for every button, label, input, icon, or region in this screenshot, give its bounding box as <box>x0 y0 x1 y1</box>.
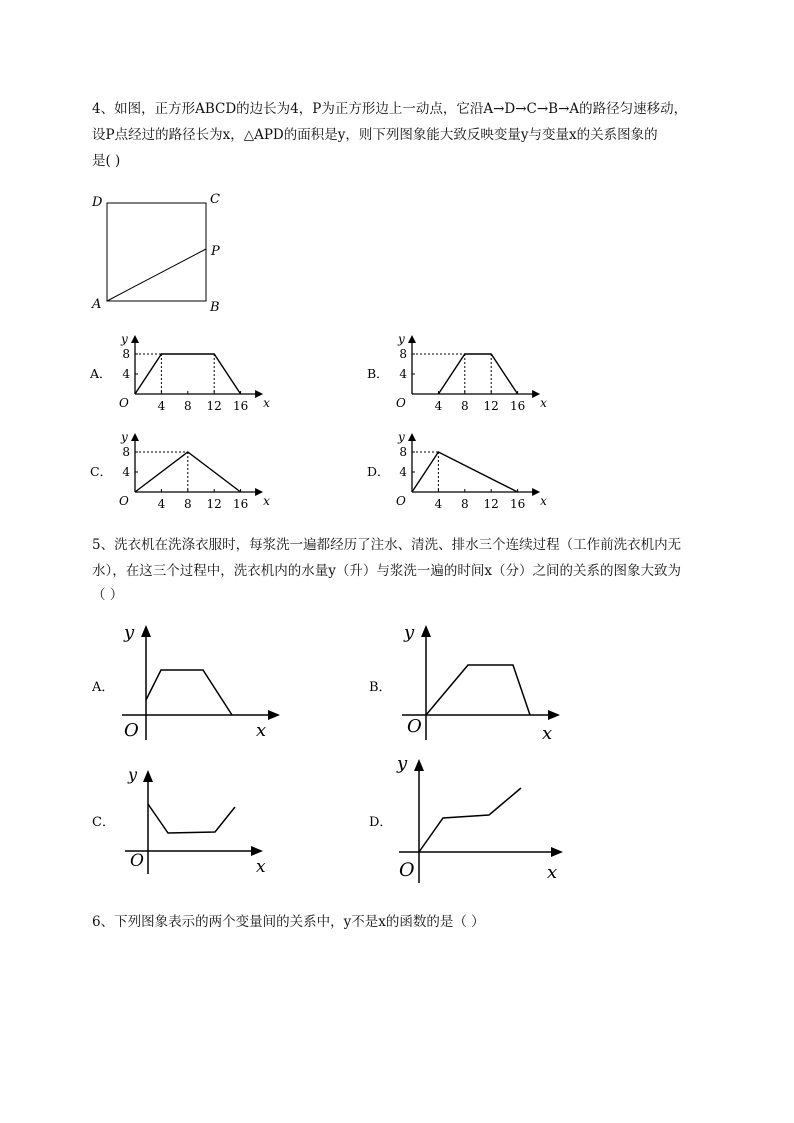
q5d-x-label: x <box>547 862 558 883</box>
q5-option-c-graph <box>90 762 290 882</box>
y-axis-arrow <box>131 433 139 441</box>
y-axis-arrow <box>131 335 139 343</box>
x-tick-label: 12 <box>206 497 222 511</box>
vertex-c: C <box>210 192 220 207</box>
x-tick-label: 16 <box>232 497 249 511</box>
y-axis-label: y <box>121 332 128 346</box>
y-axis-arrow <box>408 335 416 343</box>
graph-line <box>412 452 518 492</box>
x-axis-label: x <box>263 494 270 508</box>
y-tick-label: 4 <box>122 367 130 381</box>
x-axis-arrow <box>532 488 540 496</box>
q5b-x-label: x <box>542 723 553 744</box>
vertex-p: P <box>211 244 220 259</box>
option-label: C． <box>90 464 113 479</box>
x-tick-label: 12 <box>206 399 222 413</box>
q5b-origin-label: O <box>407 716 422 737</box>
x-tick-label: 4 <box>434 497 443 511</box>
x-tick-label: 4 <box>157 399 166 413</box>
x-axis-arrow <box>255 488 263 496</box>
origin-label: O <box>396 494 406 508</box>
x-tick-label: 8 <box>460 399 469 413</box>
x-tick-label: 16 <box>509 399 526 413</box>
q5d-y-label: y <box>397 753 408 774</box>
x-axis-arrow <box>255 390 263 398</box>
q5-option-a-graph <box>90 620 290 750</box>
q4-line3: 是( ) <box>92 153 121 169</box>
option-label: D． <box>367 464 390 479</box>
q5a-option-label: A． <box>92 680 115 695</box>
q5-option-d-graph <box>367 750 577 890</box>
x-tick-label: 12 <box>483 497 499 511</box>
option-label: A． <box>90 366 112 381</box>
q5a-y-label: y <box>124 622 135 643</box>
y-tick-label: 8 <box>399 445 407 459</box>
q6-line1: 6、下列图象表示的两个变量间的关系中，y不是x的函数的是（ ） <box>92 914 485 930</box>
vertex-b: B <box>210 300 220 315</box>
q4-option-d-graph <box>367 428 547 513</box>
q5c-option-label: C． <box>92 815 115 830</box>
y-axis-label: y <box>121 430 128 444</box>
x-tick-label: 8 <box>183 497 192 511</box>
y-tick-label: 8 <box>122 347 130 361</box>
x-tick-label: 4 <box>434 399 443 413</box>
q4-option-a-graph <box>90 330 270 415</box>
x-axis-label: x <box>540 494 547 508</box>
graph-line <box>135 354 241 394</box>
q5b-y-label: y <box>404 622 415 643</box>
vertex-a: A <box>92 297 102 312</box>
x-axis-label: x <box>540 396 547 410</box>
y-axis-label: y <box>398 430 405 444</box>
q4-line2: 设P点经过的路径长为x，△APD的面积是y，则下列图象能大致反映变量y与变量x的关系图象的 <box>92 127 658 143</box>
q5a-origin-label: O <box>124 720 139 741</box>
q5c-y-label: y <box>128 765 138 784</box>
square-figure <box>90 190 230 320</box>
x-tick-label: 16 <box>232 399 249 413</box>
q5-line3: （ ） <box>92 587 124 603</box>
q5c-origin-label: O <box>130 851 144 871</box>
q5c-x-label: x <box>256 857 266 877</box>
origin-label: O <box>396 396 406 410</box>
y-tick-label: 8 <box>122 445 130 459</box>
x-axis-arrow <box>532 390 540 398</box>
x-tick-label: 8 <box>183 399 192 413</box>
y-axis-label: y <box>398 332 405 346</box>
x-tick-label: 16 <box>509 497 526 511</box>
x-tick-label: 4 <box>157 497 166 511</box>
vertex-d: D <box>92 195 103 210</box>
q5d-origin-label: O <box>399 859 415 881</box>
x-tick-label: 8 <box>460 497 469 511</box>
y-tick-label: 4 <box>399 465 407 479</box>
origin-label: O <box>119 396 129 410</box>
q5-option-b-graph <box>367 620 567 750</box>
q4-option-b-graph <box>367 330 547 415</box>
q4-line1: 4、如图，正方形ABCD的边长为4，P为正方形边上一动点，它沿A→D→C→B→A的路径匀速移动， <box>92 101 688 117</box>
y-tick-label: 4 <box>122 465 130 479</box>
origin-label: O <box>119 494 129 508</box>
q5d-option-label: D． <box>369 815 393 830</box>
graph-line <box>438 354 517 394</box>
option-label: B． <box>367 366 389 381</box>
q5-line1: 5、洗衣机在洗涤衣服时，每浆洗一遍都经历了注水、清洗、排水三个连续过程（工作前洗衣机内无 <box>92 537 682 553</box>
q5a-x-label: x <box>256 720 267 741</box>
q5-line2: 水），在这三个过程中，洗衣机内的水量y（升）与浆洗一遍的时间x（分）之间的关系的图象大致为 <box>92 563 681 579</box>
y-tick-label: 8 <box>399 347 407 361</box>
y-axis-arrow <box>408 433 416 441</box>
x-tick-label: 12 <box>483 399 499 413</box>
q5b-option-label: B． <box>369 680 392 695</box>
x-axis-label: x <box>263 396 270 410</box>
y-tick-label: 4 <box>399 367 407 381</box>
q4-option-c-graph <box>90 428 270 513</box>
